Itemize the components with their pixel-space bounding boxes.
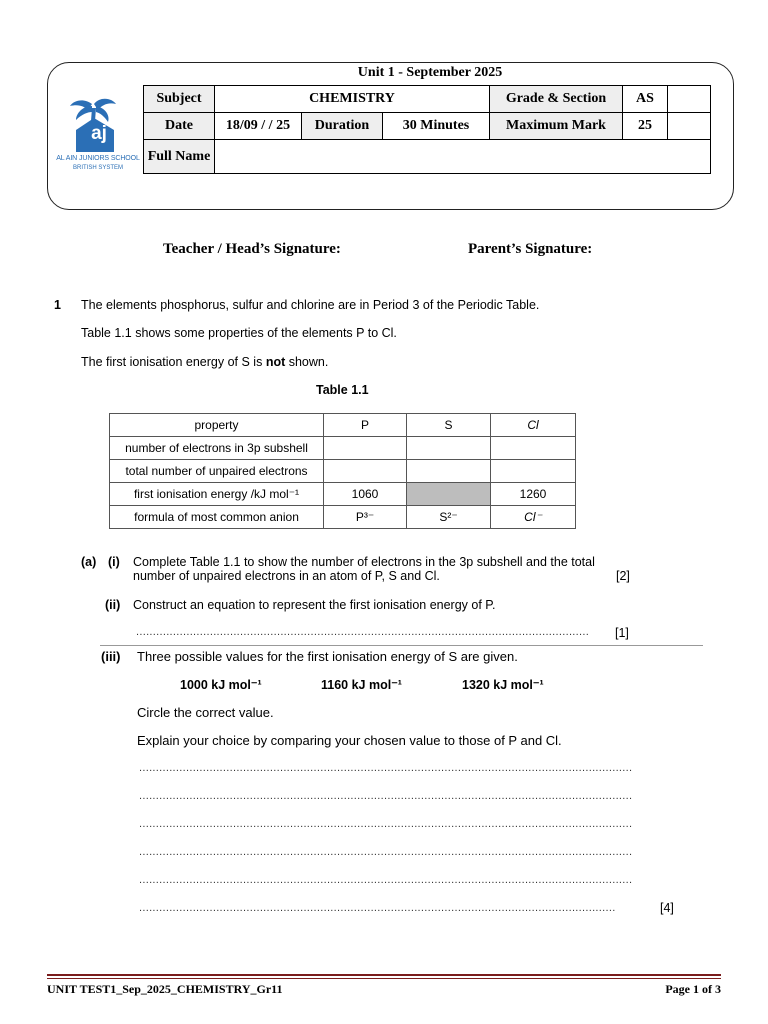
logo-mark: aj: [91, 123, 107, 144]
cell-cl: Cl⁻: [491, 506, 576, 529]
question-number: 1: [54, 298, 61, 312]
table-header-s: S: [407, 414, 491, 437]
max-mark-label: Maximum Mark: [490, 113, 623, 140]
table-header-property: property: [110, 414, 324, 437]
parent-signature-label: Parent’s Signature:: [468, 241, 593, 257]
info-table: [143, 85, 711, 174]
answer-line[interactable]: ...................................................................................................................................................: [139, 818, 633, 830]
table-header-p: P: [324, 414, 407, 437]
part-ai-label: (i): [108, 555, 120, 569]
cell-cl[interactable]: [491, 460, 576, 483]
table-header-cl: Cl: [491, 414, 576, 437]
table-row: [110, 506, 576, 529]
circle-instruction: Circle the correct value.: [137, 705, 274, 720]
table-row: [110, 460, 576, 483]
cell-p[interactable]: [324, 460, 407, 483]
logo-subtitle: BRITISH SYSTEM: [72, 165, 123, 171]
question-intro-2: Table 1.1 shows some properties of the elements P to Cl.: [81, 326, 397, 340]
part-aii-label: (ii): [105, 598, 121, 612]
full-name-label: Full Name: [144, 140, 215, 174]
grade-extra-cell: [668, 86, 711, 113]
value-option-1[interactable]: 1000 kJ mol⁻¹: [180, 678, 262, 692]
answer-line[interactable]: ...................................................................................................................................................: [139, 874, 633, 886]
cell-s[interactable]: [407, 460, 491, 483]
row-property: total number of unpaired electrons: [110, 460, 324, 483]
row-property: number of electrons in 3p subshell: [110, 437, 324, 460]
unit-title: Unit 1 - September 2025: [357, 65, 503, 80]
date-value: 18/09 / / 25: [215, 113, 302, 140]
part-a-label: (a): [81, 555, 97, 569]
table-row: [110, 483, 576, 506]
duration-label: Duration: [302, 113, 383, 140]
cell-s[interactable]: [407, 437, 491, 460]
grade-label: Grade & Section: [490, 86, 623, 113]
cell-s-shaded: [407, 483, 491, 506]
cell-p[interactable]: [324, 437, 407, 460]
subject-value: CHEMISTRY: [215, 86, 490, 113]
duration-value: 30 Minutes: [383, 113, 490, 140]
answer-line[interactable]: ...................................................................................................................................................: [139, 846, 633, 858]
full-name-field[interactable]: [215, 140, 711, 174]
footer-rule: [47, 974, 721, 976]
date-label: Date: [144, 113, 215, 140]
value-option-2[interactable]: 1160 kJ mol⁻¹: [321, 678, 402, 692]
cell-cl: 1260: [491, 483, 576, 506]
grade-value: AS: [623, 86, 668, 113]
answer-line[interactable]: ..............................................................................................................................................: [139, 902, 616, 914]
answer-line[interactable]: ...................................................................................................................................................: [139, 762, 633, 774]
question-intro-3: The first ionisation energy of S is not shown.: [81, 355, 329, 369]
teacher-signature-label: Teacher / Head’s Signature:: [163, 241, 341, 257]
answer-line[interactable]: ...................................................................................................................................................: [139, 790, 633, 802]
properties-table: [109, 413, 576, 529]
explain-instruction: Explain your choice by comparing your chosen value to those of P and Cl.: [137, 733, 562, 748]
footer-document-name: UNIT TEST1_Sep_2025_CHEMISTRY_Gr11: [47, 982, 283, 996]
value-option-3[interactable]: 1320 kJ mol⁻¹: [462, 678, 544, 692]
cell-s: S²⁻: [407, 506, 491, 529]
cell-p: P³⁻: [324, 506, 407, 529]
footer-rule: [47, 978, 721, 979]
part-aiii-mark: [4]: [660, 901, 674, 915]
table-row: [110, 437, 576, 460]
cell-p: 1060: [324, 483, 407, 506]
part-aiii-text: Three possible values for the first ionisation energy of S are given.: [137, 649, 518, 664]
part-ai-text-2: number of unpaired electrons in an atom of P, S and Cl.: [133, 569, 440, 583]
max-mark-extra-cell: [668, 113, 711, 140]
part-ai-mark: [2]: [616, 569, 630, 583]
part-ai-text-1: Complete Table 1.1 to show the number of electrons in the 3p subshell and the total: [133, 555, 595, 569]
part-aiii-label: (iii): [101, 649, 121, 664]
max-mark-value: 25: [623, 113, 668, 140]
row-property: first ionisation energy /kJ mol⁻¹: [110, 483, 324, 506]
table-title: Table 1.1: [316, 383, 369, 397]
divider: [100, 645, 703, 646]
answer-line[interactable]: .......................................................................................................................................: [136, 626, 590, 638]
part-aii-mark: [1]: [615, 626, 629, 640]
footer-page-number: Page 1 of 3: [665, 982, 721, 996]
logo-school-name: AL AIN JUNIORS SCHOOL: [56, 155, 140, 162]
row-property: formula of most common anion: [110, 506, 324, 529]
question-intro-1: The elements phosphorus, sulfur and chlorine are in Period 3 of the Periodic Table.: [81, 298, 540, 312]
cell-cl[interactable]: [491, 437, 576, 460]
part-aii-text: Construct an equation to represent the first ionisation energy of P.: [133, 598, 496, 612]
subject-label: Subject: [144, 86, 215, 113]
